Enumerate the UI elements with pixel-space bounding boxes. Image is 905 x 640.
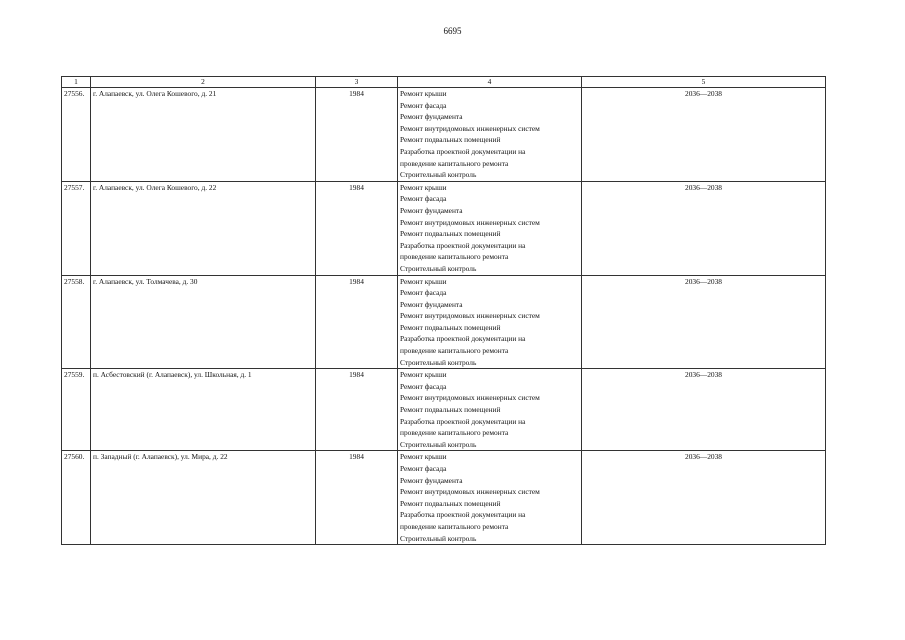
work-item: Ремонт подвальных помещений xyxy=(400,322,501,332)
work-item: Ремонт фундамента xyxy=(400,205,463,215)
row-number-cell: 27557. xyxy=(62,181,91,275)
work-item: проведение капитального ремонта xyxy=(400,521,509,531)
works-cell xyxy=(398,275,582,369)
work-item: Строительный контроль xyxy=(400,263,477,273)
work-item: Ремонт фундамента xyxy=(400,299,463,309)
work-item: Ремонт фасада xyxy=(400,100,447,110)
page-number: 6695 xyxy=(443,26,462,36)
period-cell: 2036—2038 xyxy=(582,451,826,545)
works-cell xyxy=(398,181,582,275)
works-cell xyxy=(398,369,582,451)
work-item: проведение капитального ремонта xyxy=(400,346,509,356)
work-item: Ремонт крыши xyxy=(400,276,447,286)
work-item: Ремонт внутридомовых инженерных систем xyxy=(400,217,540,227)
work-item: Ремонт крыши xyxy=(400,182,447,192)
work-item: Ремонт подвальных помещений xyxy=(400,498,501,508)
work-item: Ремонт фундамента xyxy=(400,112,463,122)
year-cell: 1984 xyxy=(316,451,398,545)
work-item: Разработка проектной документации на xyxy=(400,240,526,250)
work-item: Строительный контроль xyxy=(400,170,477,180)
works-cell xyxy=(398,451,582,545)
work-item: проведение капитального ремонта xyxy=(400,158,509,168)
table-row xyxy=(62,181,826,275)
work-item: проведение капитального ремонта xyxy=(400,428,509,438)
year-cell: 1984 xyxy=(316,275,398,369)
header-col-5: 5 xyxy=(582,77,826,88)
work-item: Ремонт фасада xyxy=(400,381,447,391)
year-cell: 1984 xyxy=(316,369,398,451)
header-row xyxy=(62,77,826,88)
row-number-cell: 27558. xyxy=(62,275,91,369)
work-item: Строительный контроль xyxy=(400,533,477,543)
address-cell: п. Западный (г. Алапаевск), ул. Мира, д. 22 xyxy=(91,451,316,545)
work-item: Ремонт подвальных помещений xyxy=(400,229,501,239)
period-cell: 2036—2038 xyxy=(582,181,826,275)
work-item: Разработка проектной документации на xyxy=(400,510,526,520)
table-row xyxy=(62,275,826,369)
work-item: Разработка проектной документации на xyxy=(400,334,526,344)
work-item: Ремонт фасада xyxy=(400,288,447,298)
row-number-cell: 27556. xyxy=(62,88,91,182)
header-col-4: 4 xyxy=(398,77,582,88)
year-cell: 1984 xyxy=(316,88,398,182)
table-row xyxy=(62,88,826,182)
works-cell xyxy=(398,88,582,182)
work-item: проведение капитального ремонта xyxy=(400,252,509,262)
work-item: Ремонт внутридомовых инженерных систем xyxy=(400,311,540,321)
header-col-2: 2 xyxy=(91,77,316,88)
period-cell: 2036—2038 xyxy=(582,88,826,182)
address-cell: п. Асбестовский (г. Алапаевск), ул. Школьная, д. 1 xyxy=(91,369,316,451)
header-col-3: 3 xyxy=(316,77,398,88)
work-item: Ремонт подвальных помещений xyxy=(400,405,501,415)
row-number-cell: 27559. xyxy=(62,369,91,451)
work-item: Разработка проектной документации на xyxy=(400,146,526,156)
work-item: Ремонт крыши xyxy=(400,89,447,98)
header-col-1: 1 xyxy=(62,77,91,88)
period-cell: 2036—2038 xyxy=(582,275,826,369)
work-item: Ремонт внутридомовых инженерных систем xyxy=(400,123,540,133)
work-item: Ремонт фасада xyxy=(400,464,447,473)
address-cell: г. Алапаевск, ул. Олега Кошевого, д. 22 xyxy=(91,181,316,275)
work-item: Ремонт фундамента xyxy=(400,475,463,485)
address-cell: г. Алапаевск, ул. Толмачева, д. 30 xyxy=(91,275,316,369)
work-item: Строительный контроль xyxy=(400,357,477,367)
address-cell: г. Алапаевск, ул. Олега Кошевого, д. 21 xyxy=(91,88,316,182)
work-item: Ремонт подвальных помещений xyxy=(400,135,501,145)
year-cell: 1984 xyxy=(316,181,398,275)
work-item: Ремонт крыши xyxy=(400,370,447,380)
row-number-cell: 27560. xyxy=(62,451,91,545)
table-row xyxy=(62,451,826,545)
work-item: Разработка проектной документации на xyxy=(400,416,526,426)
work-item: Ремонт фасада xyxy=(400,194,447,204)
period-cell: 2036—2038 xyxy=(582,369,826,451)
repair-schedule-table xyxy=(61,76,826,545)
work-item: Строительный контроль xyxy=(400,439,477,449)
work-item: Ремонт внутридомовых инженерных систем xyxy=(400,487,540,497)
table-row xyxy=(62,369,826,451)
work-item: Ремонт внутридомовых инженерных систем xyxy=(400,393,540,403)
work-item: Ремонт крыши xyxy=(400,452,447,462)
